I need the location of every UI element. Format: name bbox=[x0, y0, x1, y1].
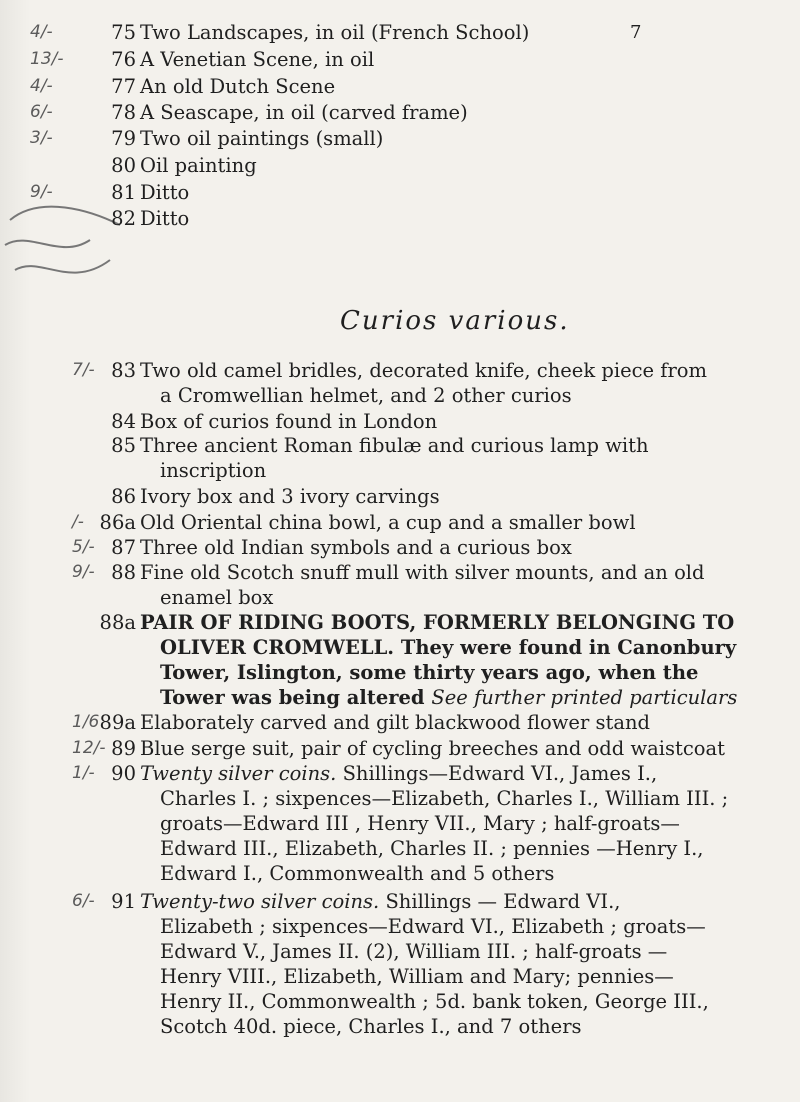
lot-description-text: Shillings—Edward VI., James I., bbox=[342, 762, 658, 785]
price-annotation: 1/6 bbox=[72, 712, 100, 732]
lot-description-continued: inscription bbox=[160, 459, 267, 482]
lot-description-continued: Scotch 40d. piece, Charles I., and 7 others bbox=[160, 1015, 582, 1038]
lot-item bbox=[99, 710, 795, 735]
lot-number: 88a bbox=[99, 611, 136, 634]
price-annotation: 9/- bbox=[72, 562, 95, 582]
lot-description: A Seascape, in oil (carved frame) bbox=[140, 101, 468, 124]
lot-description bbox=[140, 761, 795, 786]
lot-number: 81 bbox=[111, 181, 136, 204]
lot-description-continued: Henry II., Commonwealth ; 5d. bank token, George III., bbox=[160, 990, 709, 1013]
lot-item bbox=[111, 535, 795, 560]
lot-item bbox=[111, 126, 795, 151]
lot-number: 87 bbox=[111, 536, 136, 559]
lot-number: 84 bbox=[111, 410, 136, 433]
lot-description: Ditto bbox=[140, 207, 190, 230]
lot-number: 76 bbox=[111, 48, 136, 71]
lot-description: An old Dutch Scene bbox=[140, 75, 336, 98]
lot-item bbox=[111, 761, 795, 886]
lot-description-text: Shillings — Edward VI., bbox=[385, 890, 621, 913]
lot-item bbox=[111, 889, 795, 1039]
section-heading: Curios various. bbox=[340, 306, 570, 336]
lot-number: 89a bbox=[99, 711, 136, 734]
lot-item bbox=[111, 180, 795, 205]
lot-number: 77 bbox=[111, 75, 136, 98]
lot-description: A Venetian Scene, in oil bbox=[140, 48, 375, 71]
lot-number: 91 bbox=[111, 890, 136, 913]
lot-note: See further printed particulars bbox=[431, 686, 738, 709]
page-gutter bbox=[0, 0, 30, 1102]
page-number: 7 bbox=[630, 22, 642, 43]
lot-description-continued: OLIVER CROMWELL. They were found in Canonbury bbox=[160, 636, 737, 659]
lot-description-continued: Edward V., James II. (2), William III. ; half-groats — bbox=[160, 940, 668, 963]
price-annotation: 12/- bbox=[72, 738, 106, 758]
price-annotation: 7/- bbox=[72, 360, 95, 380]
lot-description: Elaborately carved and gilt blackwood flower stand bbox=[140, 711, 650, 734]
lot-description: Box of curios found in London bbox=[140, 410, 438, 433]
lot-item bbox=[111, 433, 795, 483]
lot-number: 82 bbox=[111, 207, 136, 230]
lot-description-continued: groats—Edward III , Henry VII., Mary ; half-groats— bbox=[160, 812, 680, 835]
price-annotation: /- bbox=[72, 512, 84, 532]
lot-description-continued: Tower, Islington, some thirty years ago, when the bbox=[160, 661, 699, 684]
coin-lot-lead: Twenty-two silver coins. bbox=[140, 890, 380, 913]
lot-item bbox=[111, 409, 795, 434]
lot-description-continued bbox=[140, 685, 795, 710]
price-annotation: 5/- bbox=[72, 537, 95, 557]
lot-description-continued: a Cromwellian helmet, and 2 other curios bbox=[160, 384, 572, 407]
lot-number: 90 bbox=[111, 762, 136, 785]
lot-number: 79 bbox=[111, 127, 136, 150]
price-annotation: 9/- bbox=[30, 182, 53, 202]
lot-description: Two oil paintings (small) bbox=[140, 127, 384, 150]
lot-item bbox=[111, 100, 795, 125]
price-annotation: 6/- bbox=[30, 102, 53, 122]
lot-item bbox=[99, 610, 795, 710]
lot-number: 89 bbox=[111, 737, 136, 760]
lot-description-continued: Edward I., Commonwealth and 5 others bbox=[160, 862, 555, 885]
price-annotation: 13/- bbox=[30, 49, 64, 69]
price-annotation: 1/- bbox=[72, 763, 95, 783]
lot-description: Three old Indian symbols and a curious box bbox=[140, 536, 572, 559]
lot-description: Three ancient Roman fibulæ and curious lamp with bbox=[140, 434, 649, 457]
lot-description: PAIR OF RIDING BOOTS, FORMERLY BELONGING TO bbox=[140, 611, 735, 634]
lot-description: Two old camel bridles, decorated knife, cheek piece from bbox=[140, 359, 708, 382]
price-annotation: 3/- bbox=[30, 128, 53, 148]
lot-item bbox=[111, 736, 795, 761]
lot-description: Ivory box and 3 ivory carvings bbox=[140, 485, 440, 508]
lot-item bbox=[111, 153, 795, 178]
lot-description-continued: enamel box bbox=[160, 586, 274, 609]
lot-description-continued: Charles I. ; sixpences—Elizabeth, Charles I., William III. ; bbox=[160, 787, 729, 810]
lot-description-continued: Edward III., Elizabeth, Charles II. ; pennies —Henry I., bbox=[160, 837, 704, 860]
lot-item bbox=[111, 206, 795, 231]
lot-number: 83 bbox=[111, 359, 136, 382]
lot-number: 85 bbox=[111, 434, 136, 457]
lot-item bbox=[111, 20, 795, 45]
price-annotation: 6/- bbox=[72, 891, 95, 911]
price-annotation: 4/- bbox=[30, 22, 53, 42]
lot-description-text: Tower was being altered bbox=[160, 686, 425, 709]
lot-number: 80 bbox=[111, 154, 136, 177]
lot-number: 88 bbox=[111, 561, 136, 584]
lot-item bbox=[111, 74, 795, 99]
lot-number: 78 bbox=[111, 101, 136, 124]
coin-lot-lead: Twenty silver coins. bbox=[140, 762, 337, 785]
lot-item bbox=[111, 358, 795, 408]
lot-description: Two Landscapes, in oil (French School) bbox=[140, 21, 530, 44]
lot-description-continued: Elizabeth ; sixpences—Edward VI., Elizabeth ; groats— bbox=[160, 915, 706, 938]
lot-description: Oil painting bbox=[140, 154, 257, 177]
lot-number: 86a bbox=[99, 511, 136, 534]
lot-item bbox=[111, 560, 795, 610]
lot-item bbox=[111, 47, 795, 72]
lot-description: Blue serge suit, pair of cycling breeches and odd waistcoat bbox=[140, 737, 725, 760]
lot-description: Ditto bbox=[140, 181, 190, 204]
price-annotation: 4/- bbox=[30, 76, 53, 96]
lot-item bbox=[99, 510, 795, 535]
lot-item bbox=[111, 484, 795, 509]
lot-description bbox=[140, 889, 795, 914]
lot-number: 86 bbox=[111, 485, 136, 508]
lot-description: Fine old Scotch snuff mull with silver mounts, and an old bbox=[140, 561, 705, 584]
lot-description: Old Oriental china bowl, a cup and a smaller bowl bbox=[140, 511, 636, 534]
lot-number: 75 bbox=[111, 21, 136, 44]
lot-description-continued: Henry VIII., Elizabeth, William and Mary; pennies— bbox=[160, 965, 674, 988]
